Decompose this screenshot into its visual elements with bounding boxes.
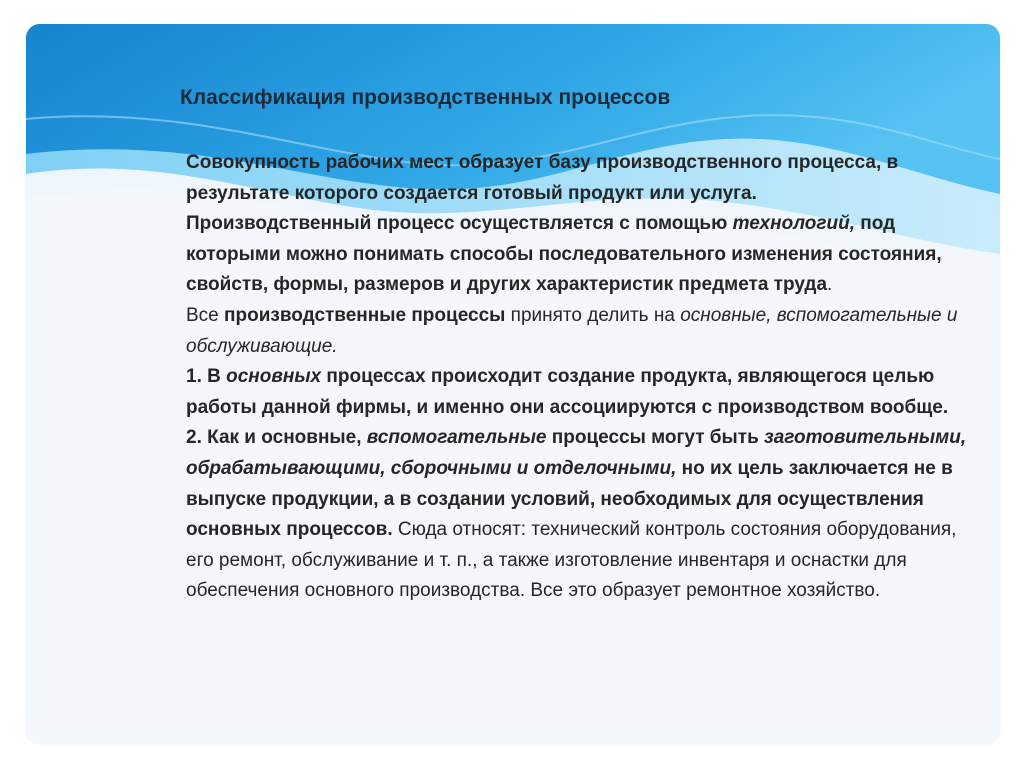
paragraph-5-kinds: заготовительными, обрабатывающими, сборочными и отделочными, xyxy=(186,427,967,479)
slide-body xyxy=(86,148,986,607)
paragraph-3-term-processes: производственные процессы xyxy=(224,304,506,326)
paragraph-4 xyxy=(86,362,986,423)
paragraph-5-part-e: но их цель заключается не в выпуске продукции, а в создании условий, необходимых для осуществления основных процессов. xyxy=(186,457,953,541)
paragraph-3-types: основные, вспомогательные и обслуживающие. xyxy=(186,304,958,357)
paragraph-4-term-main: основных xyxy=(226,366,322,388)
paragraph-2-part-c: под которыми можно понимать способы последовательного изменения состояния, свойств, формы, размеров и других характеристик предмета труда xyxy=(186,213,942,296)
paragraph-5 xyxy=(86,423,986,607)
paragraph-5-part-c: процессы могут быть xyxy=(546,427,765,449)
slide xyxy=(26,24,1000,744)
paragraph-5-part-f: Сюда относят: технический контроль состояния оборудования, его ремонт, обслуживание и т. п., а также изготовление инвентаря и оснастки для обеспечения основного производства. Все это образует ремонтное хозяйство. xyxy=(186,519,957,602)
paragraph-3 xyxy=(86,301,986,362)
paragraph-5-part-a: 2. Как и основные, xyxy=(186,427,367,449)
paragraph-3-part-c: принято делить на xyxy=(505,304,681,326)
paragraph-2-part-a: Производственный процесс осуществляется с помощью xyxy=(186,213,733,235)
paragraph-1-text: Совокупность рабочих мест образует базу производственного процесса, в результате которого создается готовый продукт или услуга. xyxy=(186,152,899,204)
paragraph-2-period: . xyxy=(827,274,833,296)
paragraph-3-part-a: Все xyxy=(186,304,225,326)
paragraph-1 xyxy=(86,148,986,209)
paragraph-2-term-technologies: технологий, xyxy=(732,213,856,235)
paragraph-4-part-a: 1. В xyxy=(186,366,227,388)
paragraph-5-term-auxiliary: вспомогательные xyxy=(366,427,547,449)
paragraph-4-part-c: процессах происходит создание продукта, являющегося целью работы данной фирмы, и именно они ассоциируются с производством вообще. xyxy=(186,366,949,418)
slide-title: Классификация производственных процессов xyxy=(180,86,671,109)
paragraph-2 xyxy=(86,209,986,301)
